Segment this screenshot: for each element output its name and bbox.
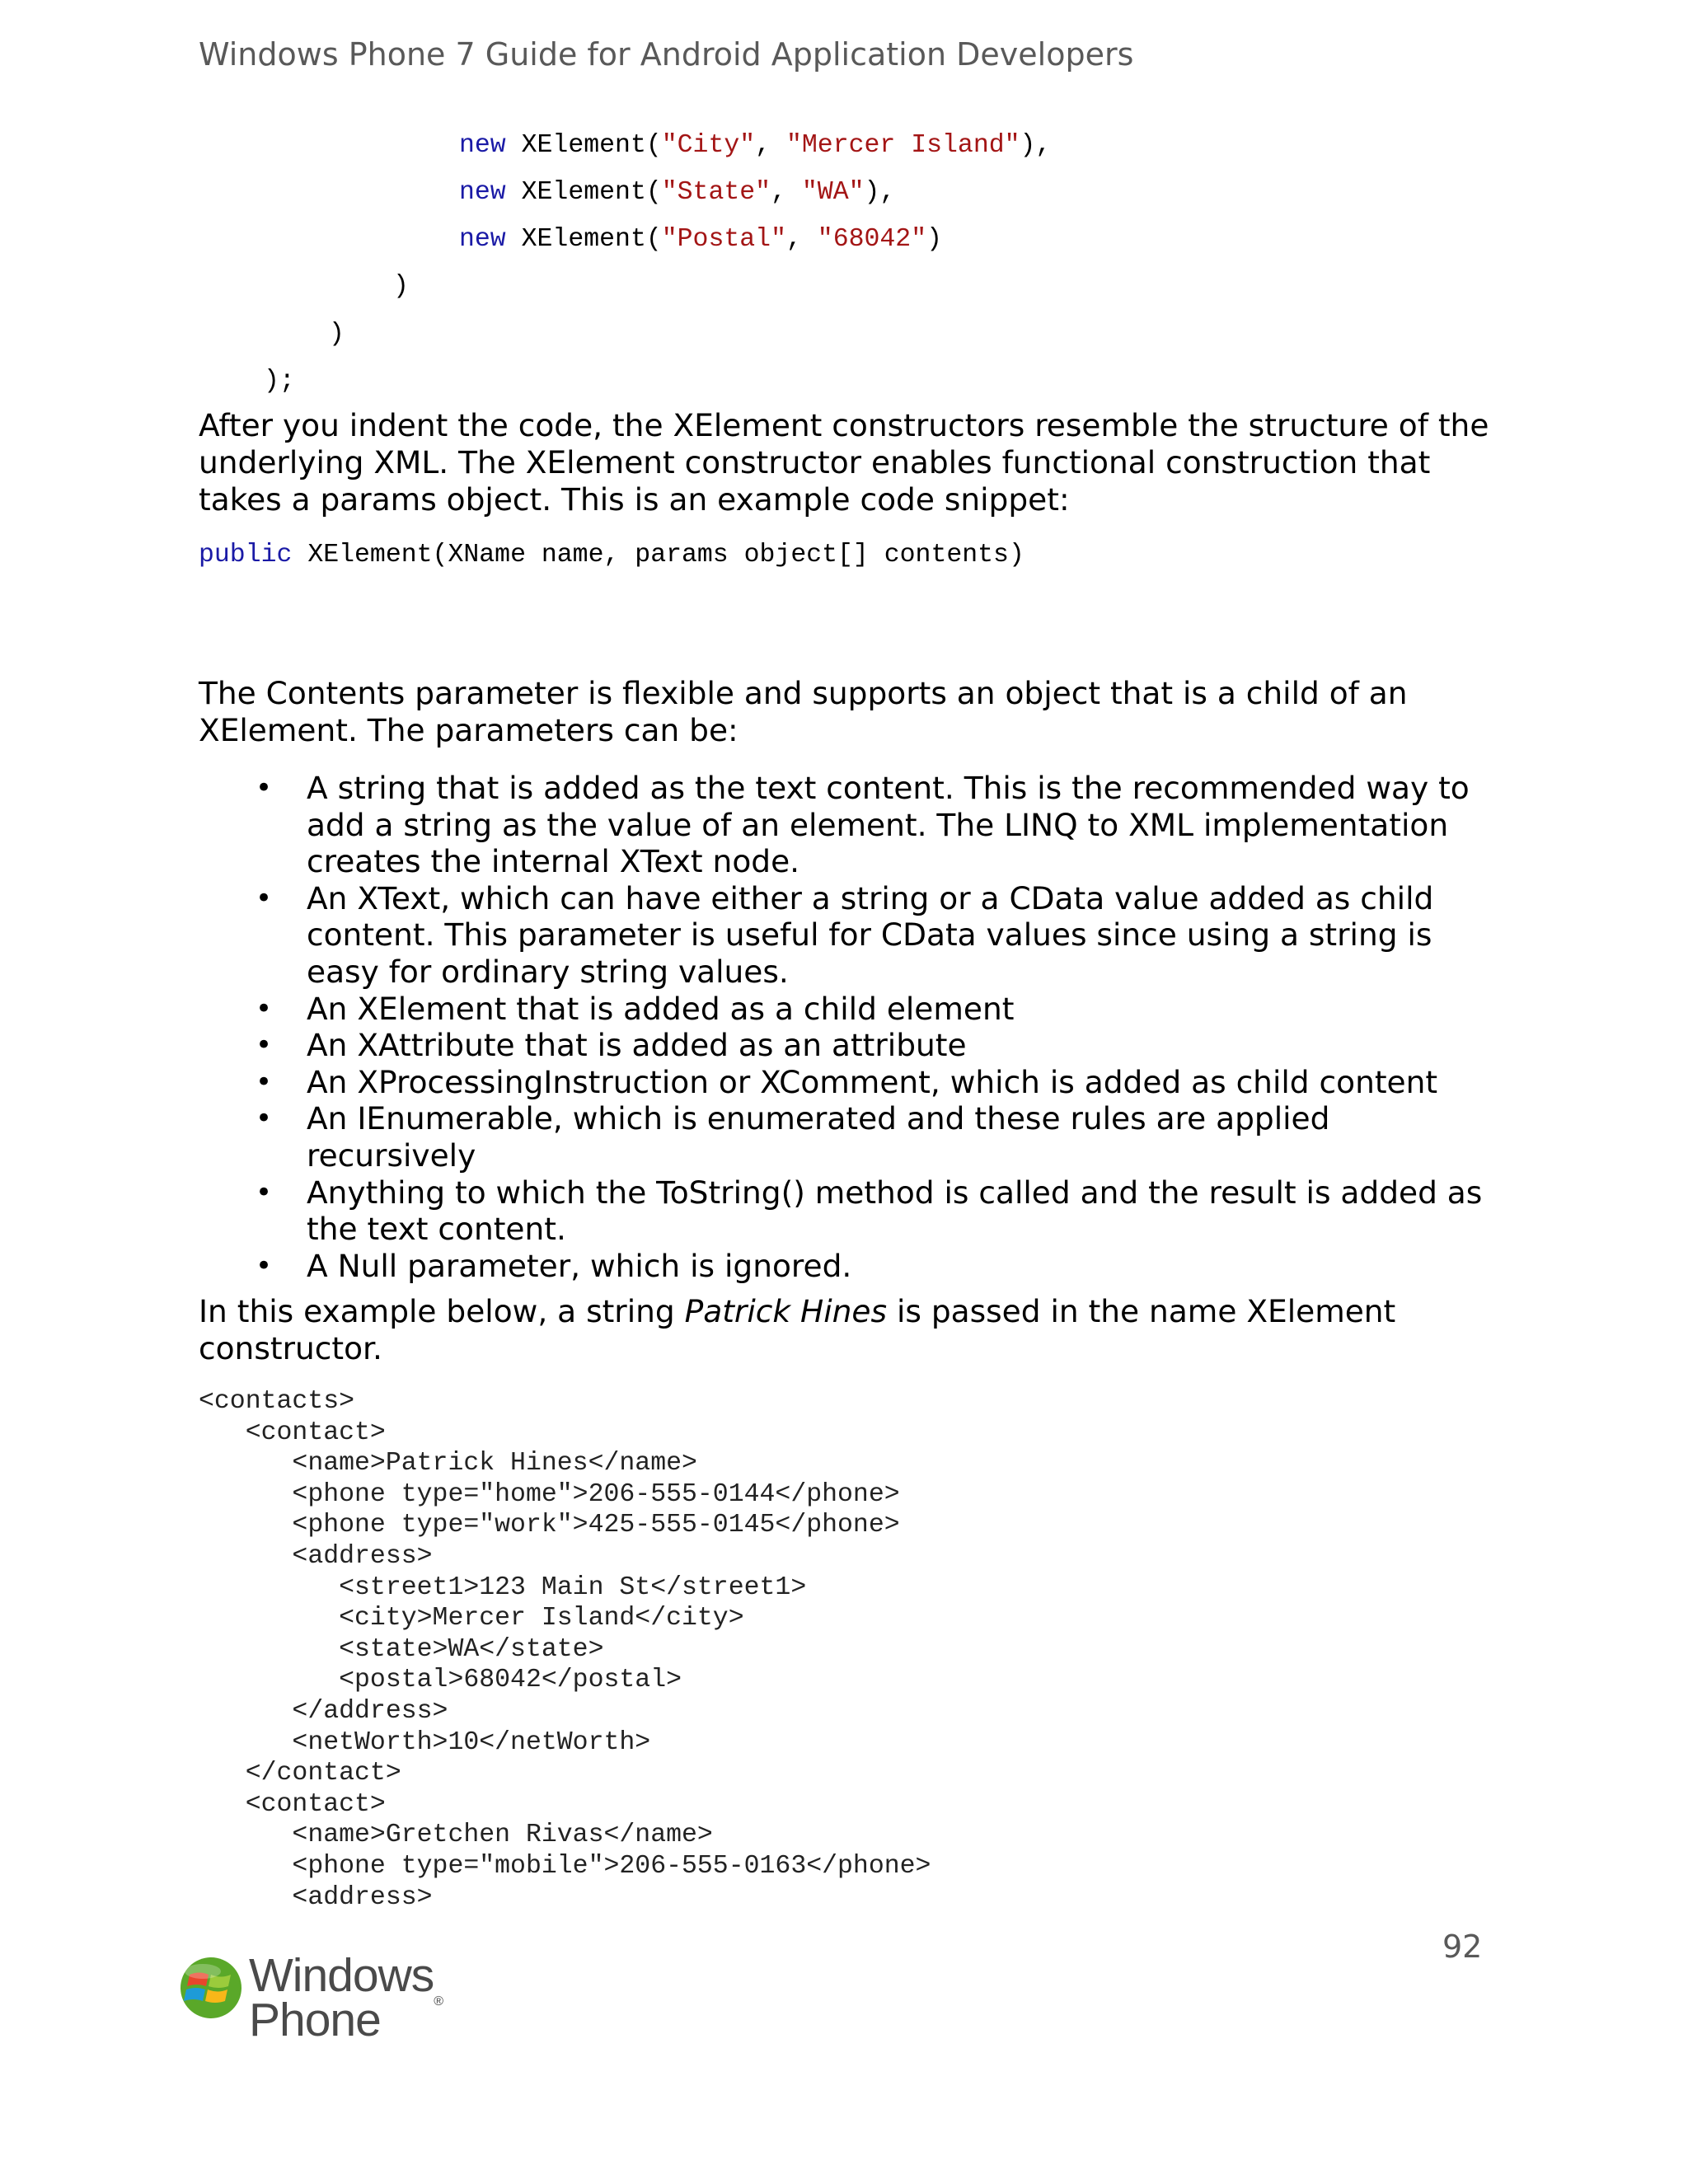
list-item-text: An XProcessingInstruction or XComment, which is added as child content [307, 1063, 1438, 1100]
bullet-glyph: • [256, 1029, 273, 1062]
logo-word: Windows [249, 1949, 434, 2002]
code-text: XElement(XName name, params object[] contents) [292, 541, 1025, 569]
code-string: "Mercer Island" [785, 131, 1020, 160]
list-item [199, 1100, 1501, 1174]
code-text: ), [864, 178, 896, 207]
code-keyword: new [459, 178, 506, 207]
code-line [459, 169, 895, 217]
page-number: 92 [1442, 1929, 1483, 1965]
code-line: ) [393, 272, 409, 301]
bullet-glyph: • [256, 1065, 273, 1099]
code-snippet-xelement-tail [199, 122, 1052, 396]
list-item [199, 1027, 1501, 1064]
body-paragraph: The Contents parameter is flexible and supports an object that is a child of an XElement. The parameters can be: [199, 675, 1408, 748]
list-item-text: A string that is added as the text content. This is the recommended way to add a string as the value of an element. The LINQ to XML implementation creates the internal XText node. [307, 770, 1470, 880]
list-item [199, 1174, 1501, 1248]
logo-line: Phone [249, 1994, 381, 2046]
code-keyword: new [459, 225, 506, 254]
code-line: ); [264, 367, 295, 396]
bullet-glyph: • [256, 1175, 273, 1209]
code-string: "State" [661, 178, 771, 207]
code-text: ) [926, 225, 943, 254]
bullet-glyph: • [256, 881, 273, 915]
list-item-text: An XAttribute that is added as an attribute [307, 1027, 967, 1064]
xml-code-block: <contacts> <contact> <name>Patrick Hines</name> <phone type="home">206-555-0144</phone> <phone type="work">425-555-0145</phone> <address> <street1>123 Main St</street1> <city>Mercer Island</city> <state>WA</state> <postal>68042</postal> </address> <netWorth>10</netWorth> </contact> <contact> <name>Gretchen Rivas</name> <phone type="mobile">206-555-0163</phone> <address> [199, 1387, 931, 1912]
code-text: , [785, 225, 818, 254]
bullet-glyph: • [256, 1102, 273, 1136]
list-item-text: An IEnumerable, which is enumerated and these rules are applied recursively [307, 1100, 1330, 1174]
windows-phone-logo [178, 1950, 442, 2049]
list-item [199, 991, 1501, 1028]
code-text: XElement( [505, 225, 662, 254]
code-text: , [771, 178, 802, 207]
code-string: "Postal" [661, 225, 786, 254]
code-line [459, 122, 1051, 170]
code-string: "City" [661, 131, 756, 160]
list-item [199, 880, 1501, 991]
bullet-glyph: • [256, 1249, 273, 1282]
code-keyword: public [199, 541, 293, 569]
code-text: , [755, 131, 786, 160]
code-keyword: new [459, 131, 506, 160]
windows-flag-icon [178, 1955, 244, 2021]
list-item-text: A Null parameter, which is ignored. [307, 1247, 852, 1284]
code-string: "68042" [817, 225, 927, 254]
code-line: ) [329, 320, 345, 349]
list-item [199, 1064, 1501, 1101]
body-paragraph: After you indent the code, the XElement constructors resemble the structure of the underlying XML. The XElement constructor enables functional construction that takes a params object. This is an example code snippet: [199, 407, 1489, 518]
logo-wordmark [249, 1949, 443, 2046]
list-item-text: Anything to which the ToString() method is called and the result is added as the text content. [307, 1174, 1483, 1248]
paragraph-text: is passed in the name XElement constructor. [199, 1293, 1396, 1366]
code-line [459, 216, 942, 264]
emphasized-text: Patrick Hines [684, 1293, 888, 1329]
code-text: XElement( [505, 131, 662, 160]
parameter-list [199, 770, 1501, 1284]
paragraph-text: In this example below, a string [199, 1293, 685, 1329]
list-item [199, 770, 1501, 880]
code-text: XElement( [505, 178, 662, 207]
logo-line [249, 1949, 443, 2008]
bullet-glyph: • [256, 771, 273, 804]
code-snippet-signature [199, 537, 1025, 574]
code-string: "WA" [801, 178, 865, 207]
list-item-text: An XElement that is added as a child element [307, 990, 1015, 1027]
list-item [199, 1248, 1501, 1285]
list-item-text: An XText, which can have either a string or a CData value added as child content. This parameter is useful for CData values since using a string is easy for ordinary string values. [307, 879, 1434, 990]
bullet-glyph: • [256, 991, 273, 1025]
registered-mark: ® [434, 1994, 443, 2008]
running-header: Windows Phone 7 Guide for Android Application Developers [199, 36, 1134, 73]
code-text: ), [1020, 131, 1052, 160]
body-paragraph [199, 1293, 1493, 1367]
